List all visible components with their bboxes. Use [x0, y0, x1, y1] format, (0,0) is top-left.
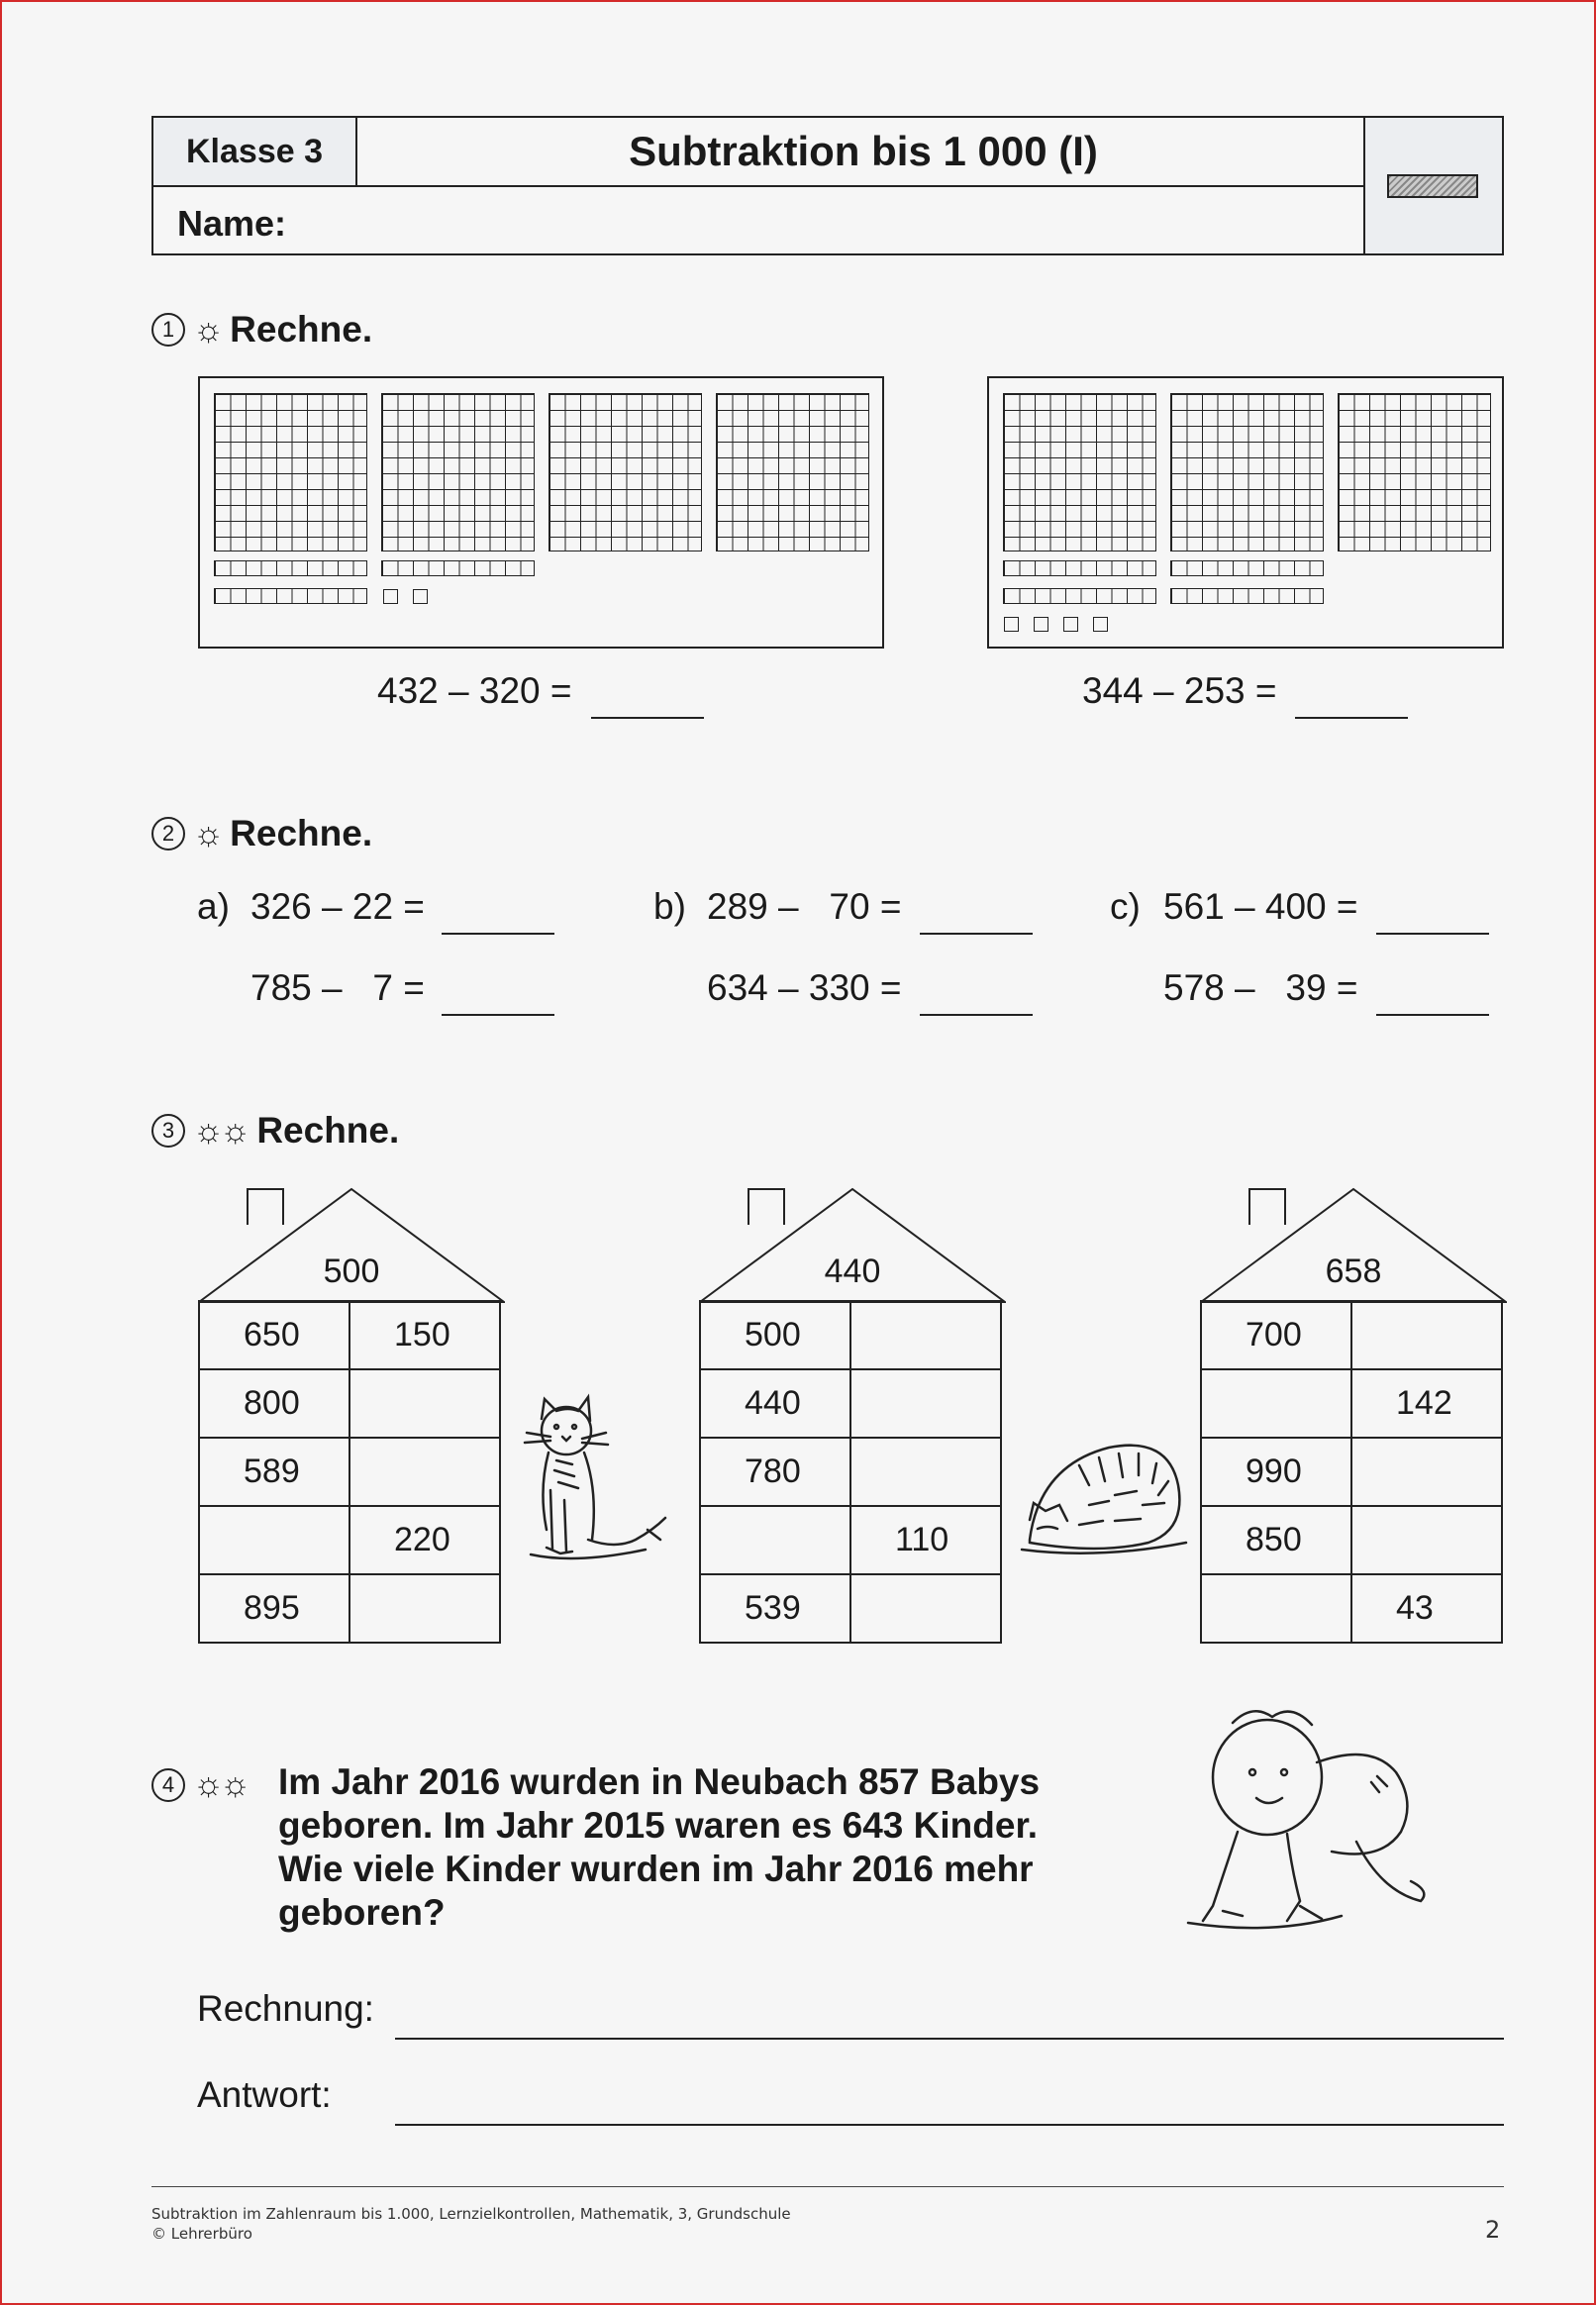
answer-blank[interactable]	[920, 1014, 1033, 1016]
subtask-label: a)	[197, 886, 230, 927]
cell: 142	[1351, 1369, 1502, 1438]
answer-blank[interactable]	[442, 933, 554, 935]
house-table	[198, 1300, 501, 1644]
task-number-badge: 2	[151, 817, 185, 851]
sun-icon: ☼	[193, 310, 221, 349]
task-instruction: Rechne.	[230, 813, 373, 853]
equation: 432 – 320 =	[377, 670, 572, 711]
base-ten-blocks-right	[987, 376, 1504, 649]
ten-rod	[214, 560, 367, 576]
answer-cell[interactable]	[349, 1574, 500, 1643]
hundred-block	[1338, 393, 1491, 551]
footer-copyright: © Lehrerbüro	[151, 2225, 252, 2243]
page-number: 2	[1485, 2216, 1501, 2244]
answer-blank[interactable]	[920, 933, 1033, 935]
house-table	[1200, 1300, 1503, 1644]
hundred-block	[716, 393, 869, 551]
cell: 895	[199, 1574, 349, 1643]
answer-cell[interactable]	[1201, 1574, 1351, 1643]
cell: 110	[850, 1506, 1001, 1574]
unit-cube	[1063, 617, 1078, 632]
two-suns-icon: ☼☼	[193, 1111, 248, 1150]
answer-blank[interactable]	[442, 1014, 554, 1016]
cell: 500	[700, 1301, 850, 1369]
house-roof-number: 500	[323, 1253, 380, 1290]
ten-rod	[214, 588, 367, 604]
subtask-label: c)	[1110, 886, 1141, 927]
cell: 539	[700, 1574, 850, 1643]
class-label: Klasse 3	[153, 118, 357, 187]
unit-cube	[1093, 617, 1108, 632]
equation: 289 – 70 =	[707, 886, 902, 927]
answer-cell[interactable]	[349, 1438, 500, 1506]
hundred-block	[1003, 393, 1156, 551]
task-instruction: Rechne.	[230, 309, 373, 350]
answer-label: Antwort:	[197, 2074, 332, 2115]
answer-cell[interactable]	[1351, 1301, 1502, 1369]
equation: 326 – 22 =	[250, 886, 425, 927]
word-problem-line: geboren. Im Jahr 2015 waren es 643 Kinder.	[278, 1805, 1039, 1846]
page-title: Subtraktion bis 1 000 (I)	[357, 118, 1369, 187]
task-number-badge: 3	[151, 1114, 185, 1148]
house-roof-number: 440	[824, 1253, 881, 1290]
answer-blank[interactable]	[1376, 1014, 1489, 1016]
calculation-label: Rechnung:	[197, 1988, 374, 2029]
unit-cube	[1004, 617, 1019, 632]
equation: 634 – 330 =	[707, 967, 902, 1008]
hundred-block	[1170, 393, 1324, 551]
ten-rod	[1170, 560, 1324, 576]
cell: 440	[700, 1369, 850, 1438]
task1-heading	[151, 309, 372, 351]
difficulty-bar-icon	[1387, 174, 1478, 198]
hundred-block	[549, 393, 702, 551]
ten-rod	[1003, 588, 1156, 604]
calculation-line[interactable]	[395, 2038, 1504, 2040]
crawling-baby-icon	[1183, 1703, 1436, 1941]
cell: 43	[1351, 1574, 1502, 1643]
answer-cell[interactable]	[700, 1506, 850, 1574]
task3-heading	[151, 1110, 399, 1152]
hundred-block	[214, 393, 367, 551]
ten-rod	[1170, 588, 1324, 604]
answer-cell[interactable]	[349, 1369, 500, 1438]
task-number-badge: 4	[151, 1768, 185, 1802]
answer-cell[interactable]	[1201, 1369, 1351, 1438]
cell: 850	[1201, 1506, 1351, 1574]
unit-cube	[383, 589, 398, 604]
equation: 561 – 400 =	[1163, 886, 1358, 927]
equation: 344 – 253 =	[1082, 670, 1277, 711]
sitting-cat-icon	[517, 1391, 680, 1569]
ten-rod	[1003, 560, 1156, 576]
cell: 990	[1201, 1438, 1351, 1506]
equation: 578 – 39 =	[1163, 967, 1358, 1008]
task-instruction: Rechne.	[256, 1110, 400, 1151]
sleeping-cat-icon	[1020, 1426, 1190, 1564]
subtask-label: b)	[653, 886, 686, 927]
house-table	[699, 1300, 1002, 1644]
answer-blank[interactable]	[591, 717, 704, 719]
two-suns-icon: ☼☼	[193, 1765, 248, 1803]
footer-divider	[151, 2186, 1504, 2187]
answer-blank[interactable]	[1376, 933, 1489, 935]
answer-cell[interactable]	[850, 1301, 1001, 1369]
answer-cell[interactable]	[199, 1506, 349, 1574]
answer-cell[interactable]	[850, 1438, 1001, 1506]
worksheet-header	[151, 116, 1504, 255]
answer-cell[interactable]	[1351, 1438, 1502, 1506]
cell: 650	[199, 1301, 349, 1369]
answer-line[interactable]	[395, 2124, 1504, 2126]
cell: 220	[349, 1506, 500, 1574]
house-roof-number: 658	[1325, 1253, 1382, 1290]
unit-cube	[1034, 617, 1048, 632]
footer-source: Subtraktion im Zahlenraum bis 1.000, Lernzielkontrollen, Mathematik, 3, Grundschule	[151, 2205, 791, 2223]
sun-icon: ☼	[193, 814, 221, 852]
equation: 785 – 7 =	[250, 967, 425, 1008]
hundred-block	[381, 393, 535, 551]
cell: 700	[1201, 1301, 1351, 1369]
cell: 800	[199, 1369, 349, 1438]
ten-rod	[381, 560, 535, 576]
word-problem-line: Wie viele Kinder wurden im Jahr 2016 mehr	[278, 1849, 1034, 1889]
cell: 780	[700, 1438, 850, 1506]
word-problem-line: geboren?	[278, 1892, 446, 1933]
footer-text	[151, 2204, 791, 2244]
task4-heading	[151, 1765, 256, 1804]
answer-blank[interactable]	[1295, 717, 1408, 719]
cell: 150	[349, 1301, 500, 1369]
answer-cell[interactable]	[1351, 1506, 1502, 1574]
task2-heading	[151, 813, 372, 854]
cell: 589	[199, 1438, 349, 1506]
score-box	[1363, 118, 1502, 253]
task-number-badge: 1	[151, 313, 185, 347]
answer-cell[interactable]	[850, 1574, 1001, 1643]
unit-cube	[413, 589, 428, 604]
answer-cell[interactable]	[850, 1369, 1001, 1438]
word-problem-line: Im Jahr 2016 wurden in Neubach 857 Babys	[278, 1761, 1041, 1802]
name-label: Name:	[177, 203, 287, 244]
base-ten-blocks-left	[198, 376, 884, 649]
